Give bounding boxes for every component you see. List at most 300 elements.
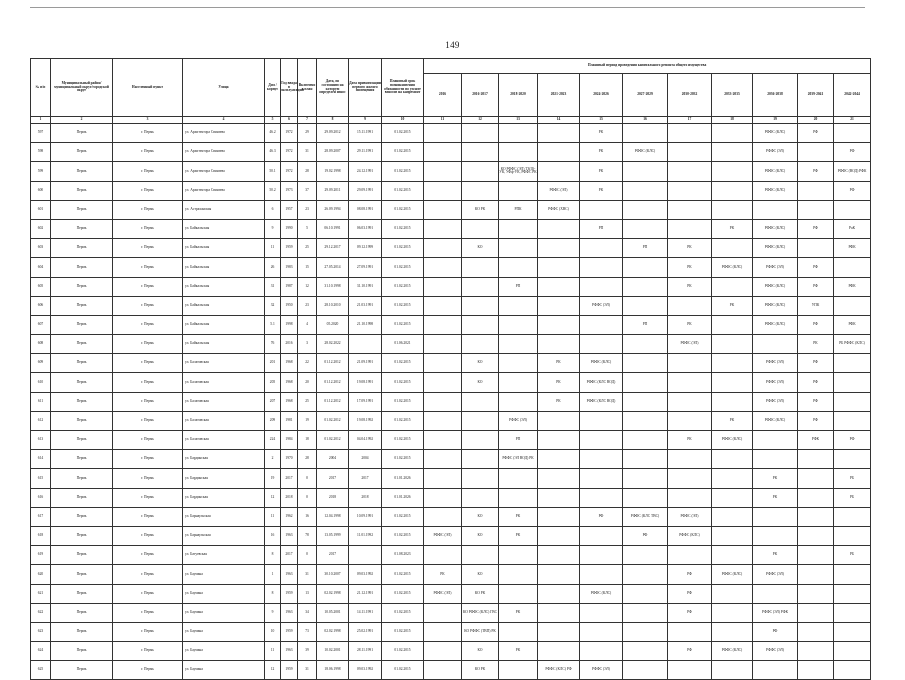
- cell-plan-period: [834, 526, 871, 545]
- cell-plan-period: [538, 622, 580, 641]
- cell-acc-date: 29.09.2011: [317, 181, 349, 200]
- cell-plan-period: [712, 162, 753, 181]
- cell-house: 26: [265, 258, 281, 277]
- header-period: 2024-2026: [580, 74, 623, 117]
- cell-acc-date: 2018: [317, 488, 349, 507]
- header-column-number: 9: [349, 117, 382, 124]
- cell-plan-period: [753, 584, 798, 603]
- cell-plan-period: [538, 642, 580, 661]
- cell-plan-period: УПК: [798, 296, 834, 315]
- cell-plan-period: [623, 354, 668, 373]
- cell-obligation-term: 01.02.2015: [382, 200, 424, 219]
- cell-plan-period: [424, 603, 462, 622]
- cell-plan-period: [424, 200, 462, 219]
- cell-plan-period: РК: [580, 124, 623, 143]
- cell-municipality: Пермь: [51, 431, 113, 450]
- header-column-number: 16: [623, 117, 668, 124]
- cell-house: 2: [265, 450, 281, 469]
- cell-row-number: 625: [31, 661, 51, 680]
- cell-year-built: 1983: [281, 258, 298, 277]
- cell-plan-period: РФФС (ЭЛ): [424, 526, 462, 545]
- cell-year-built: 2017: [281, 469, 298, 488]
- cell-plan-period: РК: [424, 565, 462, 584]
- cell-priv-date: 27.09.1991: [349, 258, 382, 277]
- header-column-number: 19: [753, 117, 798, 124]
- table-row: [31, 450, 871, 469]
- cell-priv-date: 04.04.1992: [349, 431, 382, 450]
- cell-floors: 31: [298, 143, 317, 162]
- cell-plan-period: [424, 335, 462, 354]
- cell-plan-period: РП: [499, 431, 538, 450]
- cell-plan-period: [538, 143, 580, 162]
- cell-year-built: 1981: [281, 411, 298, 430]
- cell-floors: 37: [298, 181, 317, 200]
- cell-plan-period: [538, 219, 580, 238]
- cell-obligation-term: 01.02.2015: [382, 354, 424, 373]
- cell-plan-period: [834, 296, 871, 315]
- cell-municipality: Пермь: [51, 258, 113, 277]
- cell-plan-period: РК: [580, 162, 623, 181]
- cell-house: 207: [265, 392, 281, 411]
- cell-house: 50.1: [265, 162, 281, 181]
- cell-house: 11: [265, 642, 281, 661]
- cell-priv-date: 29.09.1991: [349, 181, 382, 200]
- cell-plan-period: [668, 200, 712, 219]
- cell-plan-period: [424, 258, 462, 277]
- table-row: [31, 526, 871, 545]
- cell-row-number: 616: [31, 488, 51, 507]
- header-acc-date: Дата, по состоянию на которую определен износ: [317, 59, 349, 117]
- cell-plan-period: [462, 411, 499, 430]
- header-period: 2018-2020: [499, 74, 538, 117]
- cell-settlement: г. Пермь: [113, 622, 183, 641]
- cell-plan-period: РФ: [668, 565, 712, 584]
- cell-street: ул. Баумана: [183, 584, 265, 603]
- cell-acc-date: 01.12.2012: [317, 354, 349, 373]
- cell-municipality: Пермь: [51, 642, 113, 661]
- cell-street: ул. Барнаульская: [183, 526, 265, 545]
- cell-settlement: г. Пермь: [113, 603, 183, 622]
- cell-plan-period: [424, 124, 462, 143]
- cell-acc-date: 19.02.1998: [317, 162, 349, 181]
- cell-acc-date: 01.02.2012: [317, 431, 349, 450]
- cell-acc-date: 26.09.1994: [317, 200, 349, 219]
- cell-row-number: 597: [31, 124, 51, 143]
- cell-plan-period: [623, 258, 668, 277]
- cell-plan-period: [538, 526, 580, 545]
- cell-plan-period: [424, 469, 462, 488]
- cell-street: ул. Балатовская: [183, 392, 265, 411]
- cell-plan-period: РФФС (КЛС): [753, 411, 798, 430]
- cell-plan-period: [580, 526, 623, 545]
- cell-street: ул. Байкальская: [183, 335, 265, 354]
- cell-row-number: 620: [31, 565, 51, 584]
- cell-floors: 5: [298, 219, 317, 238]
- cell-plan-period: [499, 181, 538, 200]
- cell-municipality: Пермь: [51, 124, 113, 143]
- cell-plan-period: РФ: [834, 143, 871, 162]
- cell-municipality: Пермь: [51, 143, 113, 162]
- cell-plan-period: РК: [538, 392, 580, 411]
- cell-row-number: 603: [31, 239, 51, 258]
- cell-street: ул. Архитектора Свиязева: [183, 181, 265, 200]
- header-period: 2042-2044: [834, 74, 871, 117]
- cell-plan-period: РК: [499, 603, 538, 622]
- cell-plan-period: [834, 200, 871, 219]
- cell-acc-date: 28.09.2007: [317, 143, 349, 162]
- cell-row-number: 599: [31, 162, 51, 181]
- table-row: [31, 162, 871, 181]
- cell-obligation-term: 01.02.2015: [382, 450, 424, 469]
- cell-floors: 3: [298, 335, 317, 354]
- cell-acc-date: 02.02.1998: [317, 584, 349, 603]
- cell-street: ул. Батуевская: [183, 546, 265, 565]
- cell-municipality: Пермь: [51, 507, 113, 526]
- cell-floors: 78: [298, 526, 317, 545]
- cell-plan-period: [538, 335, 580, 354]
- cell-acc-date: 18.06.1998: [317, 661, 349, 680]
- cell-plan-period: [623, 584, 668, 603]
- cell-plan-period: [462, 315, 499, 334]
- cell-floors: 25: [298, 392, 317, 411]
- cell-priv-date: 10.09.1991: [349, 507, 382, 526]
- header-period: 2021-2023: [538, 74, 580, 117]
- cell-plan-period: [462, 162, 499, 181]
- cell-municipality: Пермь: [51, 335, 113, 354]
- cell-plan-period: [580, 642, 623, 661]
- cell-plan-period: [623, 181, 668, 200]
- cell-floors: 20: [298, 373, 317, 392]
- cell-plan-period: [753, 200, 798, 219]
- header-municipality: Муниципальный район/ муниципальный округ/городской округ: [51, 59, 113, 117]
- cell-priv-date: 31.10.1991: [349, 277, 382, 296]
- cell-plan-period: РФ: [668, 603, 712, 622]
- cell-year-built: 1973: [281, 181, 298, 200]
- cell-acc-date: 01.12.2012: [317, 373, 349, 392]
- cell-plan-period: [462, 181, 499, 200]
- cell-plan-period: [668, 661, 712, 680]
- cell-plan-period: [499, 546, 538, 565]
- cell-floors: 31: [298, 661, 317, 680]
- cell-plan-period: [424, 411, 462, 430]
- cell-plan-period: РФ: [798, 392, 834, 411]
- cell-obligation-term: 01.02.2015: [382, 622, 424, 641]
- cell-plan-period: [753, 431, 798, 450]
- cell-street: ул. Баумана: [183, 622, 265, 641]
- cell-plan-period: [424, 315, 462, 334]
- cell-plan-period: [462, 450, 499, 469]
- header-column-number: 21: [834, 117, 871, 124]
- cell-plan-period: [580, 239, 623, 258]
- cell-plan-period: [424, 239, 462, 258]
- cell-plan-period: [623, 162, 668, 181]
- cell-year-built: 1998: [281, 315, 298, 334]
- cell-plan-period: [798, 200, 834, 219]
- page-number: 149: [445, 40, 460, 50]
- cell-plan-period: [798, 469, 834, 488]
- cell-acc-date: 01.02.2012: [317, 411, 349, 430]
- cell-acc-date: 02.02.1998: [317, 622, 349, 641]
- cell-plan-period: РФФС (КЛС): [623, 143, 668, 162]
- cell-year-built: 1972: [281, 124, 298, 143]
- cell-row-number: 598: [31, 143, 51, 162]
- cell-priv-date: 28.11.1991: [349, 642, 382, 661]
- cell-plan-period: [424, 181, 462, 200]
- cell-row-number: 621: [31, 584, 51, 603]
- table-row: [31, 546, 871, 565]
- cell-plan-period: [712, 584, 753, 603]
- cell-settlement: г. Пермь: [113, 143, 183, 162]
- cell-plan-period: КО: [462, 565, 499, 584]
- table-row: [31, 488, 871, 507]
- cell-plan-period: [712, 277, 753, 296]
- cell-street: ул. Балатовская: [183, 354, 265, 373]
- cell-year-built: 1987: [281, 277, 298, 296]
- header-house: Дом / корпус: [265, 59, 281, 117]
- cell-plan-period: [623, 661, 668, 680]
- cell-row-number: 623: [31, 622, 51, 641]
- cell-house: 9: [265, 219, 281, 238]
- header-settlement: Населенный пункт: [113, 59, 183, 117]
- cell-plan-period: РК: [753, 469, 798, 488]
- cell-plan-period: [623, 546, 668, 565]
- cell-plan-period: [753, 661, 798, 680]
- cell-obligation-term: 01.02.2015: [382, 603, 424, 622]
- cell-plan-period: [538, 507, 580, 526]
- cell-street: ул. Баумана: [183, 642, 265, 661]
- cell-plan-period: РФФС (ЭЛ): [753, 392, 798, 411]
- cell-municipality: Пермь: [51, 373, 113, 392]
- cell-floors: 13: [298, 584, 317, 603]
- cell-plan-period: [623, 488, 668, 507]
- cell-plan-period: [798, 642, 834, 661]
- header-street: Улица: [183, 59, 265, 117]
- cell-plan-period: [834, 373, 871, 392]
- cell-acc-date: 2004: [317, 450, 349, 469]
- cell-plan-period: [538, 546, 580, 565]
- cell-year-built: 1972: [281, 143, 298, 162]
- cell-house: 8: [265, 584, 281, 603]
- cell-plan-period: [623, 642, 668, 661]
- cell-street: ул. Архитектора Свиязева: [183, 124, 265, 143]
- cell-street: ул. Бардинская: [183, 469, 265, 488]
- table-row: [31, 335, 871, 354]
- cell-floors: 25: [298, 239, 317, 258]
- cell-plan-period: [499, 143, 538, 162]
- cell-plan-period: [834, 622, 871, 641]
- cell-street: ул. Бардинская: [183, 450, 265, 469]
- cell-priv-date: 21.12.1991: [349, 584, 382, 603]
- cell-plan-period: [538, 277, 580, 296]
- cell-settlement: г. Пермь: [113, 450, 183, 469]
- table-row: [31, 431, 871, 450]
- capital-repair-table: [30, 58, 871, 680]
- cell-plan-period: [424, 296, 462, 315]
- cell-year-built: 2017: [281, 546, 298, 565]
- cell-plan-period: РФ: [798, 258, 834, 277]
- header-column-number: 18: [712, 117, 753, 124]
- header-period: 2033-2035: [712, 74, 753, 117]
- cell-year-built: 1984: [281, 431, 298, 450]
- header-floors: Включено в план: [298, 59, 317, 117]
- cell-obligation-term: 01.01.2026: [382, 469, 424, 488]
- cell-street: ул. Байкальская: [183, 315, 265, 334]
- cell-priv-date: 06.03.1991: [349, 219, 382, 238]
- cell-plan-period: [798, 661, 834, 680]
- cell-year-built: 1963: [281, 565, 298, 584]
- cell-plan-period: РБ: [834, 546, 871, 565]
- cell-plan-period: [623, 622, 668, 641]
- cell-house: 10: [265, 622, 281, 641]
- cell-plan-period: РК: [712, 296, 753, 315]
- cell-row-number: 604: [31, 258, 51, 277]
- cell-plan-period: [623, 277, 668, 296]
- header-period: 2016-2017: [462, 74, 499, 117]
- cell-plan-period: [499, 469, 538, 488]
- header-obligation-term: Плановый срок возникновения обязанности по уплате взносов на капремонт: [382, 59, 424, 117]
- table-row: [31, 181, 871, 200]
- cell-year-built: 1963: [281, 603, 298, 622]
- cell-settlement: г. Пермь: [113, 296, 183, 315]
- cell-plan-period: РФФС (ЭЛ ВОД) РК: [499, 450, 538, 469]
- cell-priv-date: 15.11.1991: [349, 124, 382, 143]
- cell-plan-period: РФФС (ЭЛ): [424, 584, 462, 603]
- cell-plan-period: [538, 450, 580, 469]
- cell-plan-period: [623, 431, 668, 450]
- cell-plan-period: [623, 565, 668, 584]
- header-column-number: 12: [462, 117, 499, 124]
- cell-settlement: г. Пермь: [113, 584, 183, 603]
- cell-plan-period: [834, 450, 871, 469]
- cell-year-built: 2016: [281, 335, 298, 354]
- cell-plan-period: [668, 219, 712, 238]
- cell-plan-period: [712, 315, 753, 334]
- cell-row-number: 609: [31, 354, 51, 373]
- cell-plan-period: РК: [712, 411, 753, 430]
- cell-plan-period: РФФС (КЛС): [753, 315, 798, 334]
- cell-year-built: 1959: [281, 239, 298, 258]
- header-column-number: 20: [798, 117, 834, 124]
- cell-obligation-term: 01.01.2026: [382, 488, 424, 507]
- cell-plan-period: РК: [580, 143, 623, 162]
- cell-floors: 16: [298, 507, 317, 526]
- cell-plan-period: КО РК: [462, 584, 499, 603]
- cell-priv-date: [349, 546, 382, 565]
- cell-settlement: г. Пермь: [113, 373, 183, 392]
- cell-house: 5.1: [265, 315, 281, 334]
- cell-plan-period: [623, 373, 668, 392]
- cell-plan-period: [499, 584, 538, 603]
- cell-year-built: 1957: [281, 200, 298, 219]
- cell-plan-period: РК: [499, 507, 538, 526]
- cell-plan-period: [538, 258, 580, 277]
- cell-plan-period: РФФС (КЛС): [712, 258, 753, 277]
- cell-obligation-term: 01.02.2015: [382, 584, 424, 603]
- cell-plan-period: [538, 239, 580, 258]
- cell-plan-period: [580, 411, 623, 430]
- header-period: 2039-2041: [798, 74, 834, 117]
- cell-plan-period: РФФС (КЛС ТВС): [623, 507, 668, 526]
- cell-plan-period: РФФС (ЭЛ): [668, 335, 712, 354]
- cell-acc-date: 2017: [317, 546, 349, 565]
- table-row: [31, 469, 871, 488]
- cell-plan-period: [424, 546, 462, 565]
- cell-plan-period: РФФС (ЭЛ): [753, 565, 798, 584]
- cell-plan-period: РФФС (КЛС): [580, 354, 623, 373]
- cell-year-built: 1968: [281, 373, 298, 392]
- cell-plan-period: [834, 392, 871, 411]
- cell-plan-period: РФФС (ЭЛ): [499, 411, 538, 430]
- cell-street: ул. Бардинская: [183, 488, 265, 507]
- cell-plan-period: РП: [623, 315, 668, 334]
- cell-street: ул. Балатовская: [183, 411, 265, 430]
- cell-plan-period: [499, 219, 538, 238]
- cell-plan-period: РФФС (КЛС): [753, 124, 798, 143]
- cell-plan-period: [834, 258, 871, 277]
- cell-acc-date: 06.10.1991: [317, 219, 349, 238]
- cell-plan-period: [623, 411, 668, 430]
- cell-plan-period: [538, 315, 580, 334]
- cell-floors: 18: [298, 431, 317, 450]
- cell-plan-period: РП: [580, 219, 623, 238]
- cell-plan-period: [538, 584, 580, 603]
- cell-plan-period: РК: [798, 335, 834, 354]
- cell-plan-period: [499, 296, 538, 315]
- cell-plan-period: [712, 469, 753, 488]
- cell-plan-period: [462, 258, 499, 277]
- cell-settlement: г. Пермь: [113, 354, 183, 373]
- cell-plan-period: [499, 373, 538, 392]
- cell-street: ул. Байкальская: [183, 258, 265, 277]
- cell-plan-period: [538, 469, 580, 488]
- cell-obligation-term: 01.02.2015: [382, 642, 424, 661]
- cell-plan-period: [834, 124, 871, 143]
- top-rule: [30, 7, 865, 8]
- cell-plan-period: [538, 488, 580, 507]
- cell-municipality: Пермь: [51, 277, 113, 296]
- cell-house: 12: [265, 488, 281, 507]
- cell-plan-period: [499, 622, 538, 641]
- table-header: [31, 59, 871, 124]
- table-row: [31, 603, 871, 622]
- cell-obligation-term: 01.02.2015: [382, 315, 424, 334]
- cell-plan-period: [580, 450, 623, 469]
- cell-plan-period: [623, 450, 668, 469]
- cell-plan-period: РФФС (ЭЛ) РФК: [753, 603, 798, 622]
- cell-floors: 34: [298, 603, 317, 622]
- cell-obligation-term: 01.02.2015: [382, 296, 424, 315]
- table-row: [31, 565, 871, 584]
- cell-plan-period: [712, 143, 753, 162]
- cell-plan-period: РК: [712, 219, 753, 238]
- cell-year-built: 1962: [281, 507, 298, 526]
- cell-plan-period: РФФС (КЛС): [580, 584, 623, 603]
- cell-settlement: г. Пермь: [113, 239, 183, 258]
- cell-plan-period: [834, 584, 871, 603]
- cell-municipality: Пермь: [51, 296, 113, 315]
- cell-municipality: Пермь: [51, 315, 113, 334]
- cell-plan-period: [538, 565, 580, 584]
- cell-row-number: 611: [31, 392, 51, 411]
- cell-street: ул. Барнаульская: [183, 507, 265, 526]
- cell-settlement: г. Пермь: [113, 469, 183, 488]
- header-column-number: 13: [499, 117, 538, 124]
- cell-priv-date: 09.03.1992: [349, 661, 382, 680]
- cell-plan-period: РФ: [834, 431, 871, 450]
- cell-plan-period: [798, 526, 834, 545]
- cell-plan-period: РФ: [580, 507, 623, 526]
- cell-priv-date: [349, 335, 382, 354]
